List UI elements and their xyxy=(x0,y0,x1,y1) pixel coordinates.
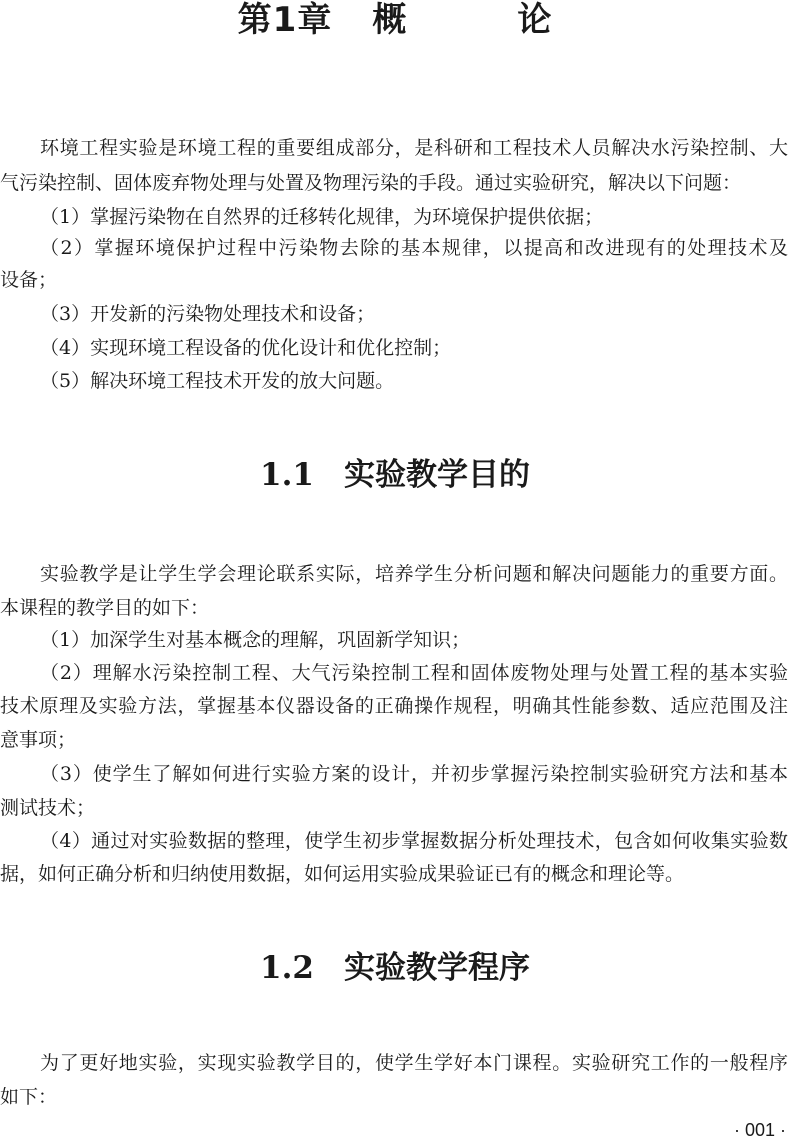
chapter-title-char-2: 论 xyxy=(517,0,553,40)
section-1-2-number: 1.2 xyxy=(260,950,314,986)
s1-item-4-line-2: 据，如何正确分析和归纳使用数据，如何运用实验成果验证已有的概念和理论等。 xyxy=(0,863,685,885)
chapter-title-char-1: 概 xyxy=(372,0,408,40)
intro-item-2-line-2: 设备； xyxy=(0,269,58,291)
s1-paragraph-line-2: 本课程的教学目的如下： xyxy=(0,597,210,619)
intro-paragraph-line-1: 环境工程实验是环境工程的重要组成部分，是科研和工程技术人员解决水污染控制、大 xyxy=(40,137,788,159)
s1-item-3-line-1: （3）使学生了解如何进行实验方案的设计，并初步掌握污染控制实验研究方法和基本 xyxy=(40,763,788,785)
section-1-1-title: 实验教学目的 xyxy=(343,457,530,493)
section-1-1-number: 1.1 xyxy=(260,457,314,493)
s1-item-4-line-1: （4）通过对实验数据的整理，使学生初步掌握数据分析处理技术，包含如何收集实验数 xyxy=(40,830,788,852)
chapter-title xyxy=(0,0,790,42)
intro-paragraph-line-2: 气污染控制、固体废弃物处理与处置及物理污染的手段。通过实验研究，解决以下问题： xyxy=(0,172,742,194)
s1-item-3-line-2: 测试技术； xyxy=(0,797,96,819)
page-number: · 001 · xyxy=(733,1120,786,1140)
intro-item-1: （1）掌握污染物在自然界的迁移转化规律，为环境保护提供依据； xyxy=(40,206,604,228)
intro-item-4: （4）实现环境工程设备的优化设计和优化控制； xyxy=(40,337,452,359)
section-1-2-title: 实验教学程序 xyxy=(343,950,530,986)
s1-paragraph-line-1: 实验教学是让学生学会理论联系实际，培养学生分析问题和解决问题能力的重要方面。 xyxy=(40,563,788,585)
intro-item-5: （5）解决环境工程技术开发的放大问题。 xyxy=(40,370,395,392)
s2-paragraph-line-1: 为了更好地实验，实现实验教学目的，使学生学好本门课程。实验研究工作的一般程序 xyxy=(40,1052,788,1074)
intro-item-2-line-1: （2）掌握环境保护过程中污染物去除的基本规律，以提高和改进现有的处理技术及 xyxy=(40,237,788,259)
section-1-2-heading xyxy=(0,949,790,987)
s1-item-2-line-3: 意事项； xyxy=(0,729,77,751)
section-1-1-heading xyxy=(0,456,790,494)
s1-item-2-line-1: （2）理解水污染控制工程、大气污染控制工程和固体废物处理与处置工程的基本实验 xyxy=(40,662,788,684)
s2-paragraph-line-2: 如下： xyxy=(0,1086,58,1108)
chapter-number: 第1章 xyxy=(237,0,333,40)
s1-item-1: （1）加深学生对基本概念的理解，巩固新学知识； xyxy=(40,629,471,651)
intro-item-3: （3）开发新的污染物处理技术和设备； xyxy=(40,303,376,325)
s1-item-2-line-2: 技术原理及实验方法，掌握基本仪器设备的正确操作规程，明确其性能参数、适应范围及注 xyxy=(0,695,788,717)
